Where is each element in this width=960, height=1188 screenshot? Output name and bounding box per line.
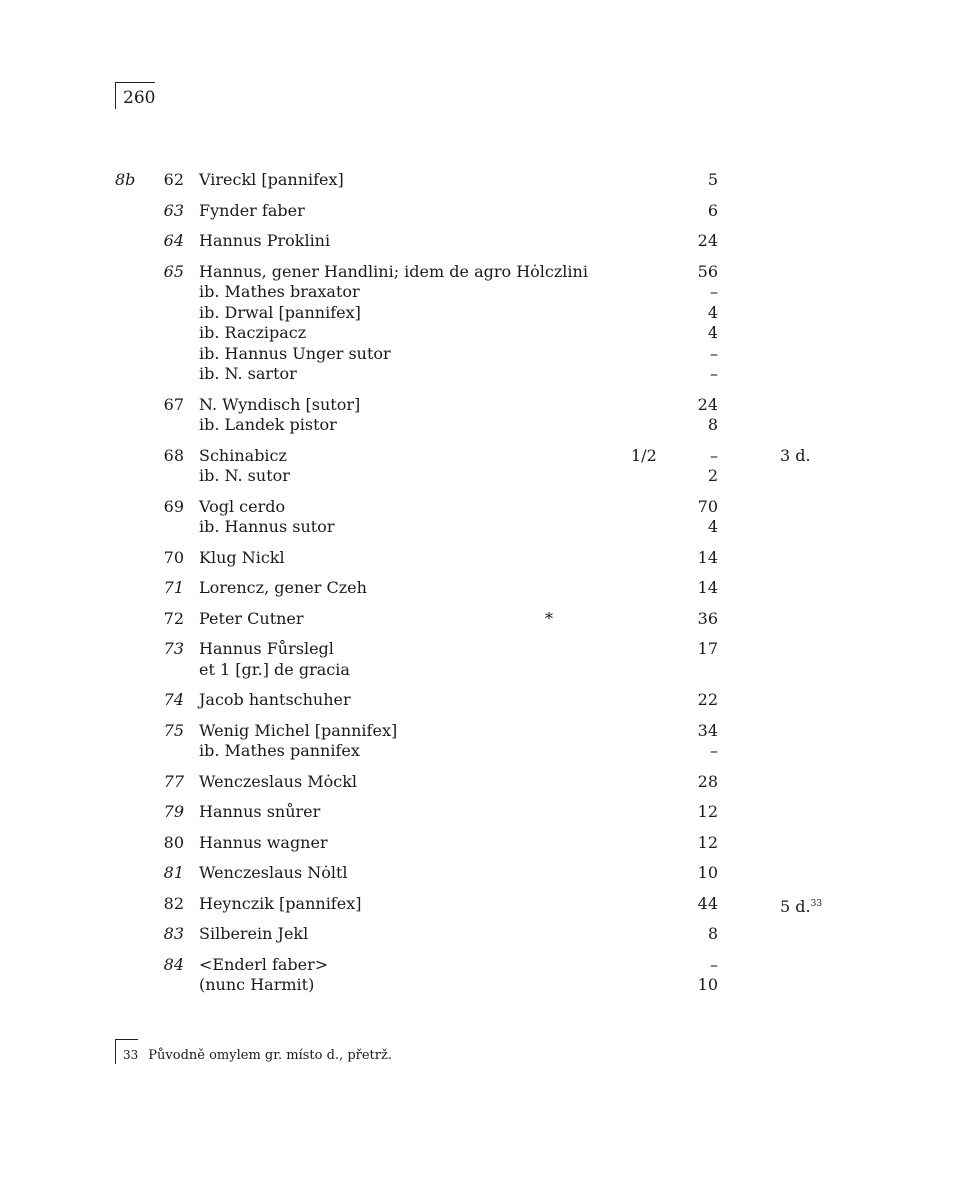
register-entry	[0, 548, 960, 569]
folio-label: 8b	[115, 170, 136, 189]
entry-amount: 34	[697, 720, 718, 740]
register-entry	[0, 446, 960, 487]
entry-name: Heynczik [pannifex]	[199, 893, 362, 913]
entry-extra	[780, 894, 822, 918]
register-entry	[0, 721, 960, 762]
entry-extra	[780, 446, 811, 467]
entry-line	[0, 548, 960, 569]
entry-number: 73	[163, 639, 184, 658]
entry-line	[0, 639, 960, 660]
entry-line	[0, 975, 960, 996]
entry-name: ib. Raczipacz	[199, 323, 307, 342]
register-entry	[0, 802, 960, 823]
entry-number: 63	[163, 200, 184, 220]
entry-amount: 56	[697, 261, 718, 281]
entry-amount: 12	[697, 832, 718, 852]
entry-name: Hannus wagner	[199, 832, 328, 852]
entry-line	[0, 802, 960, 823]
entry-line	[0, 497, 960, 518]
entry-number: 75	[163, 720, 184, 740]
entry-line	[0, 231, 960, 252]
entry-name: ib. Mathes braxator	[199, 282, 360, 301]
entry-name: Lorencz, gener Czeh	[199, 578, 367, 597]
register-entry	[0, 201, 960, 222]
entry-amount: 14	[697, 547, 718, 567]
entry-line	[0, 721, 960, 742]
entry-line	[0, 955, 960, 976]
entry-name: Jacob hantschuher	[199, 690, 351, 709]
entry-name: ib. Drwal [pannifex]	[199, 302, 361, 322]
entry-name: Hannus Proklini	[199, 231, 331, 250]
entry-amount: 8	[707, 415, 718, 434]
entry-amount: 4	[707, 302, 718, 322]
entry-number: 71	[163, 578, 184, 597]
page-number: 260	[115, 82, 155, 109]
entry-number: 70	[163, 547, 184, 567]
entry-amount: 4	[707, 517, 718, 536]
register-entry	[0, 170, 960, 191]
entry-line	[0, 894, 960, 915]
entry-fraction: 1/2	[631, 445, 657, 465]
entry-number: 72	[163, 608, 184, 628]
footnote-reference: 33	[810, 898, 823, 909]
entry-extra-text: 3 d.	[780, 445, 811, 465]
entry-number: 64	[163, 231, 184, 250]
entry-line	[0, 201, 960, 222]
entry-name: et 1 [gr.] de gracia	[199, 659, 350, 679]
entry-number: 77	[163, 771, 184, 791]
entry-name: Hannus Fůrslegl	[199, 639, 334, 658]
entry-line	[0, 466, 960, 487]
register-entry	[0, 955, 960, 996]
entry-amount: –	[710, 741, 718, 760]
entry-number: 79	[163, 802, 184, 821]
footnote-number: 33	[115, 1039, 138, 1064]
entry-name: Wenczeslaus Nȯltl	[199, 863, 348, 882]
footnote	[115, 1039, 392, 1065]
entry-line	[0, 344, 960, 365]
entry-line	[0, 262, 960, 283]
entry-number: 74	[163, 690, 184, 709]
entry-amount: 5	[707, 170, 718, 189]
entry-name: ib. Hannus Unger sutor	[199, 343, 391, 363]
entry-line	[0, 517, 960, 538]
register-entry	[0, 639, 960, 680]
entry-line	[0, 578, 960, 599]
entry-amount: 10	[697, 863, 718, 882]
entry-amount: 44	[697, 893, 718, 913]
entry-number: 84	[163, 954, 184, 974]
entry-number: 82	[163, 893, 184, 913]
entry-name: ib. Hannus sutor	[199, 517, 335, 536]
entry-amount: 36	[697, 608, 718, 628]
register-entry	[0, 262, 960, 385]
entry-name: Wenig Michel [pannifex]	[199, 720, 398, 740]
register-table	[0, 170, 960, 1006]
entry-line	[0, 170, 960, 191]
register-entry	[0, 863, 960, 884]
entry-line	[0, 395, 960, 416]
entry-amount: 4	[707, 323, 718, 342]
register-entry	[0, 690, 960, 711]
entry-line	[0, 415, 960, 436]
entry-name: Vireckl [pannifex]	[199, 170, 344, 189]
entry-line	[0, 772, 960, 793]
entry-amount: –	[710, 954, 718, 974]
entry-name: ib. N. sutor	[199, 466, 290, 485]
entry-line	[0, 323, 960, 344]
asterisk-mark: *	[545, 608, 553, 628]
entry-name: Vogl cerdo	[199, 496, 286, 516]
entry-number: 62	[163, 170, 184, 189]
entry-number: 83	[163, 924, 184, 943]
register-entry	[0, 395, 960, 436]
entry-number: 81	[163, 863, 184, 882]
entry-amount: 2	[707, 466, 718, 485]
entry-amount: 17	[697, 639, 718, 658]
entry-amount: 28	[697, 771, 718, 791]
entry-line	[0, 282, 960, 303]
register-entry	[0, 924, 960, 945]
entry-amount: 10	[697, 975, 718, 994]
entry-name: Hannus, gener Handlini; idem de agro Hȯlczlini	[199, 261, 588, 281]
entry-amount: 14	[697, 578, 718, 597]
entry-line	[0, 660, 960, 681]
entry-line	[0, 863, 960, 884]
entry-line	[0, 833, 960, 854]
footnote-text: Původně omylem gr. místo d., přetrž.	[148, 1048, 392, 1063]
register-entry	[0, 231, 960, 252]
register-entry	[0, 833, 960, 854]
register-entry	[0, 609, 960, 630]
entry-line	[0, 690, 960, 711]
entry-number: 69	[163, 496, 184, 516]
entry-amount: 24	[697, 231, 718, 250]
entry-line	[0, 924, 960, 945]
entry-name: ib. N. sartor	[199, 364, 297, 383]
register-entry	[0, 772, 960, 793]
entry-amount: –	[710, 364, 718, 383]
entry-amount: –	[710, 282, 718, 301]
entry-name: Schinabicz	[199, 445, 287, 465]
entry-name: Hannus snůrer	[199, 802, 321, 821]
entry-amount: –	[710, 343, 718, 363]
entry-amount: 8	[707, 924, 718, 943]
entry-line	[0, 741, 960, 762]
entry-number: 68	[163, 445, 184, 465]
entry-line	[0, 364, 960, 385]
entry-name: N. Wyndisch [sutor]	[199, 394, 361, 414]
entry-name: Wenczeslaus Mȯckl	[199, 771, 358, 791]
entry-line	[0, 609, 960, 630]
entry-name: Silberein Jekl	[199, 924, 309, 943]
entry-number: 80	[163, 832, 184, 852]
entry-name: Klug Nickl	[199, 547, 285, 567]
entry-amount: 70	[697, 496, 718, 516]
register-entry	[0, 497, 960, 538]
entry-number: 65	[163, 261, 184, 281]
entry-amount: 24	[697, 394, 718, 414]
entry-amount: 12	[697, 802, 718, 821]
entry-extra-text: 5 d.	[780, 896, 811, 916]
entry-amount: –	[710, 445, 718, 465]
register-entry	[0, 578, 960, 599]
entry-name: <Enderl faber>	[199, 954, 329, 974]
entry-number: 67	[163, 394, 184, 414]
register-entry	[0, 894, 960, 915]
entry-name: ib. Landek pistor	[199, 415, 337, 434]
entry-name: ib. Mathes pannifex	[199, 741, 360, 760]
entry-line	[0, 446, 960, 467]
entry-name: Peter Cutner	[199, 608, 304, 628]
entry-name: Fynder faber	[199, 200, 305, 220]
entry-amount: 6	[707, 200, 718, 220]
entry-name: (nunc Harmit)	[199, 975, 315, 994]
entry-line	[0, 303, 960, 324]
entry-amount: 22	[697, 690, 718, 709]
